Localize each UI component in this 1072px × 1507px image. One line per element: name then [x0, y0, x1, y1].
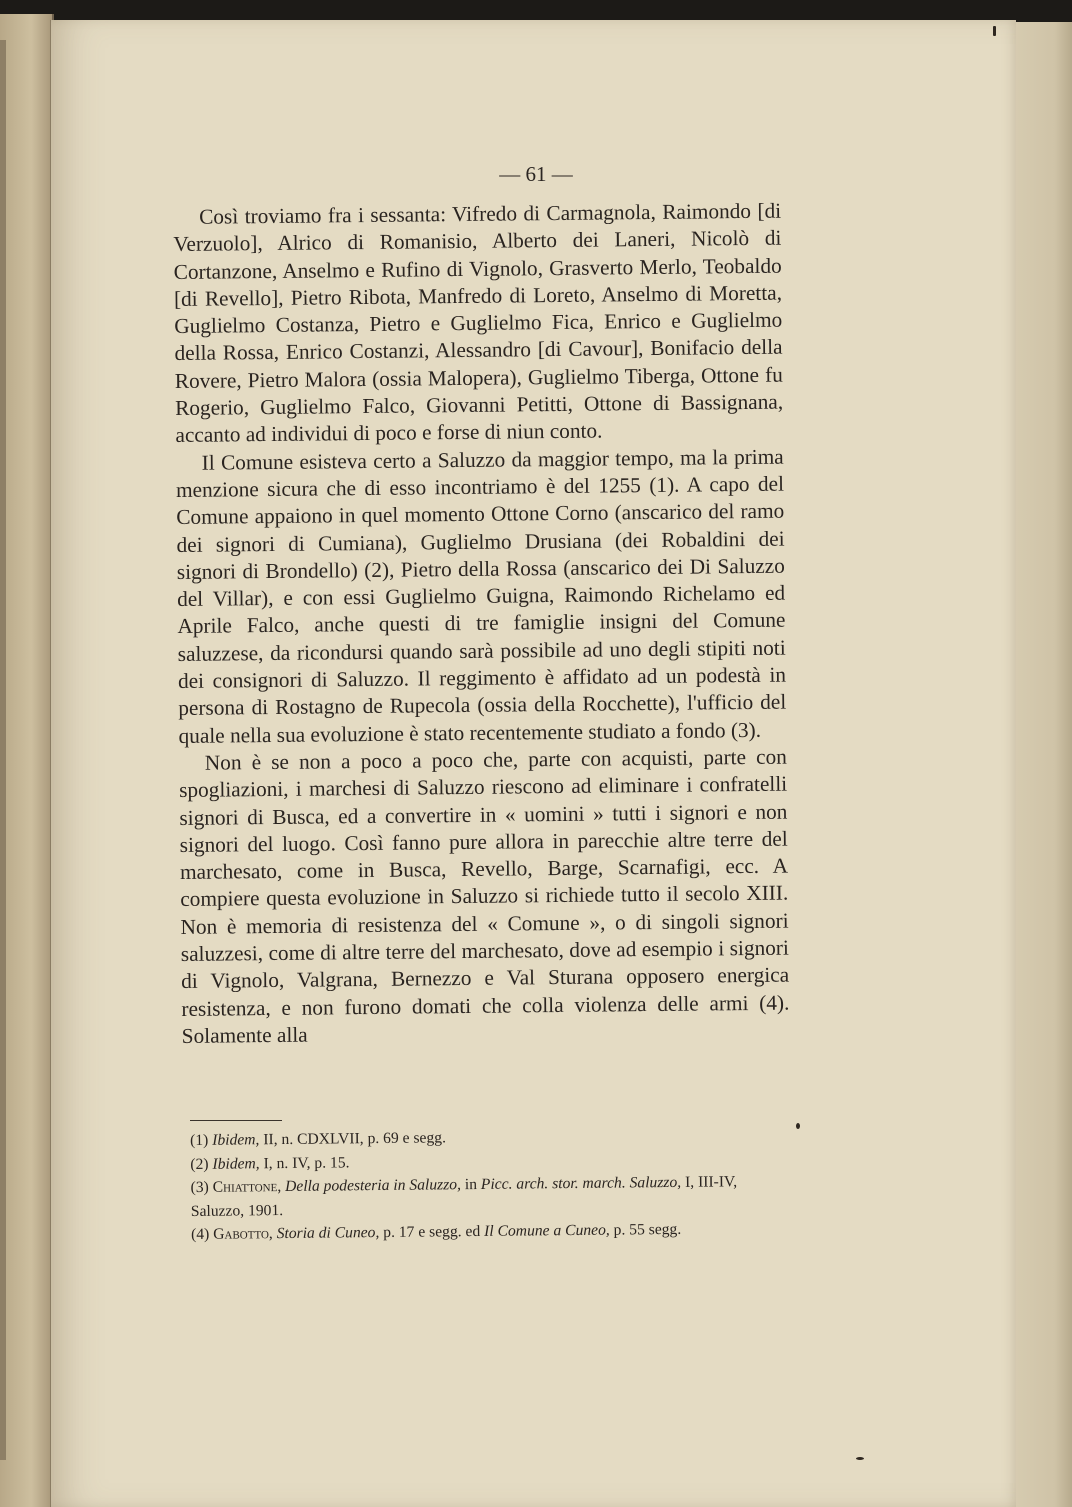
- footnote-rule: [190, 1120, 282, 1121]
- paper-speck: [796, 1123, 800, 1129]
- footnote-title-2: Il Comune a Cuneo,: [484, 1221, 610, 1241]
- paragraph-3: Non è se non a poco a poco che, parte con acquisti, parte con spogliazioni, i marchesi di Saluzzo riescono ad eliminare i confratelli signori di Busca, ed a convertire in « uomini » tutti i signori e non signori del luogo. Così fanno pure allora in parecchie altre terre del marchesato, come in Busca, Revello, Barge, Scarnafigi, ecc. A compiere questa evoluzione in Saluzzo si richiede tutto il secolo XIII. Non è memoria di resistenza del « Comune », o di singoli signori saluzzesi, come di altre terre del marchesato, dove ad esempio i signori di Vignolo, Valgrana, Bernezzo e Val Sturana opposero energica resistenza, e non furono domati che colla violenza delle armi (4). Solamente alla: [179, 744, 790, 1048]
- facing-page-edge: [0, 14, 54, 1507]
- page-number: — 61 —: [499, 162, 573, 186]
- footnote-reference: II, n. CDXLVII, p. 69 e segg.: [259, 1129, 447, 1149]
- footnote-connector: p. 17 e segg. ed: [379, 1223, 485, 1242]
- footnote-connector: in: [460, 1176, 481, 1194]
- footnote-title: Della podesteria in Saluzzo,: [285, 1176, 462, 1196]
- binding-shadow: [0, 40, 6, 1460]
- paragraph-2: Il Comune esisteva certo a Saluzzo da maggior tempo, ma la prima menzione sicura che di esso incontriamo è del 1255 (1). A capo del Comune appaiono in quel momento Ottone Corno (anscarico del ramo dei signori di Cumiana), Guglielmo Drusiana (dei Robaldini dei signori di Brondello) (2), Pietro della Rossa (anscarico dei Di Saluzzo del Villar), e con essi Guglielmo Guigna, Raimondo Richelamo ed Aprile Falco, anche questi di tre famiglie insigni del Comune saluzzese, da ricondursi quando sarà possibile ad uno degli stipiti noti dei consignori di Saluzzo. Il reggimento è affidato ad un podestà in persona di Rostagno de Rupecola (ossia della Rocchette), l'ufficio del quale nella sua evoluzione è stato recentemente studiato a fondo (3).: [175, 444, 787, 748]
- footnote-author: Chiattone: [212, 1178, 278, 1196]
- paper-speck: [993, 26, 996, 36]
- footnote-title: Ibidem,: [212, 1131, 260, 1149]
- footnote-number: (4): [191, 1226, 210, 1244]
- footnote-3: [190, 1170, 790, 1223]
- footnote-number: (1): [190, 1131, 209, 1149]
- paragraph-1: Così troviamo fra i sessanta: Vifredo di Carmagnola, Raimondo [di Verzuolo], Alrico di Romanisio, Alberto dei Laneri, Nicolò di Cortanzone, Anselmo e Rufino di Vignolo, Grasverto Merlo, Teobaldo [di Revello], Pietro Ribota, Manfredo di Loreto, Anselmo di Moretta, Guglielmo Costanza, Pietro e Guglielmo Fica, Enrico e Guglielmo della Rossa, Enrico Costanzi, Alessandro [di Cavour], Bonifacio della Rovere, Pietro Malora (ossia Malopera), Guglielmo Tiberga, Ottone fu Rogerio, Guglielmo Falco, Giovanni Petitti, Ottone di Bassignana, accanto ad individui di poco e forse di niun conto.: [173, 198, 784, 448]
- footnote-reference: I, n. IV, p. 15.: [259, 1153, 350, 1172]
- footnotes: [190, 1123, 791, 1247]
- main-text: [173, 198, 790, 1051]
- page-margin-strip: [1015, 22, 1072, 1507]
- footnote-title: Storia di Cuneo,: [276, 1224, 380, 1243]
- footnote-journal: Picc. arch. stor. march. Saluzzo,: [480, 1174, 682, 1194]
- footnote-title: Ibidem,: [212, 1154, 260, 1173]
- footnote-separator: ,: [277, 1178, 286, 1196]
- footnote-number: (2): [190, 1155, 209, 1173]
- footnote-author: Gabotto: [213, 1225, 269, 1244]
- footnote-number: (3): [190, 1178, 209, 1197]
- footnote-reference: I, III-IV, Saluzzo, 1901.: [190, 1173, 738, 1220]
- paper-speck: [856, 1457, 864, 1460]
- footnote-reference: p. 55 segg.: [609, 1221, 682, 1239]
- footnote-separator: ,: [268, 1225, 277, 1243]
